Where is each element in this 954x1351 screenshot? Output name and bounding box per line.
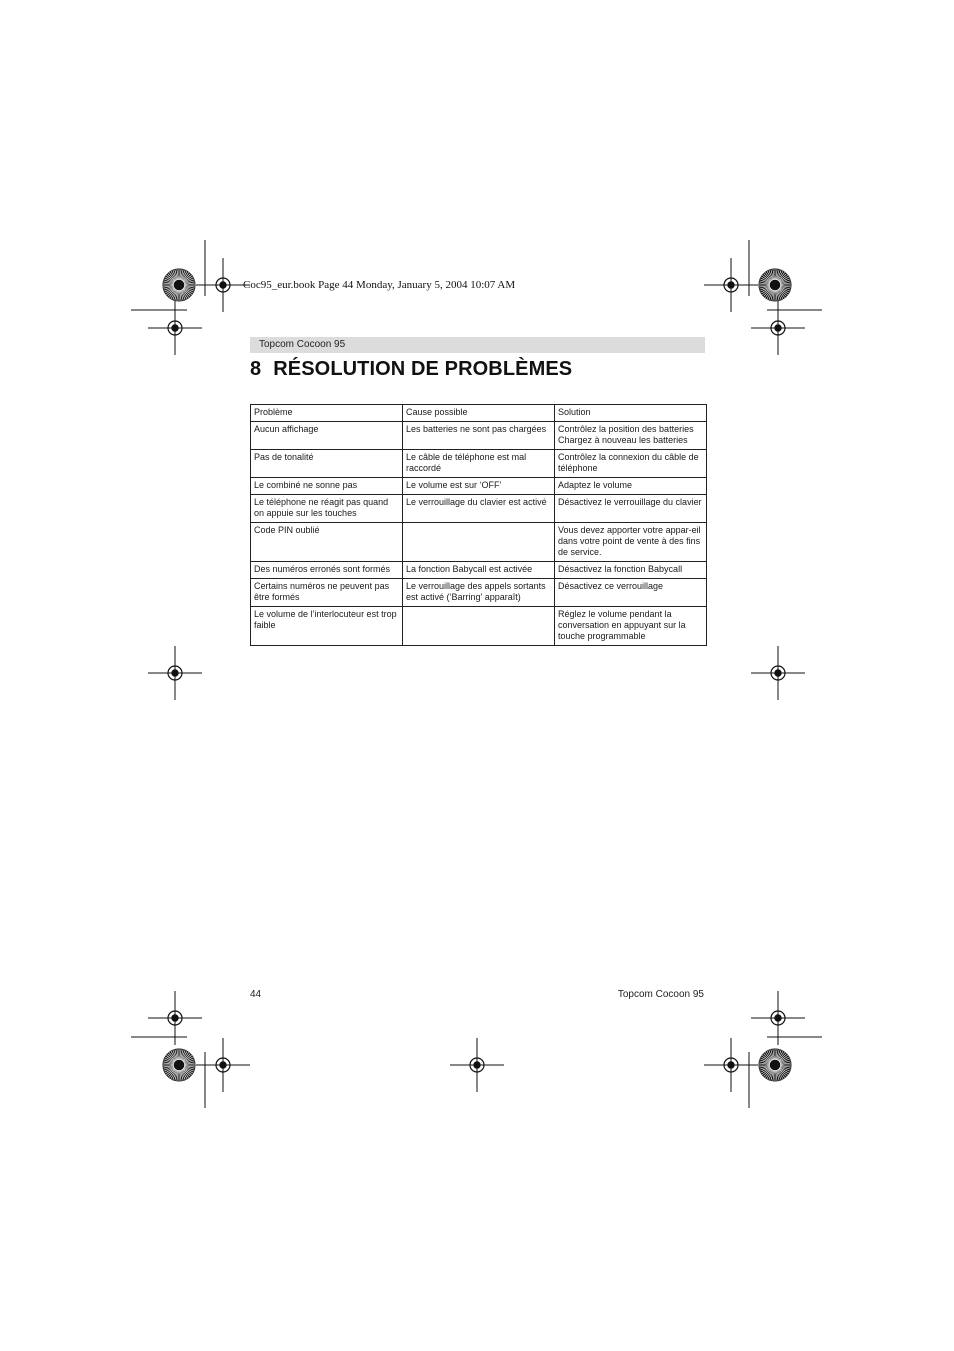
footer-product-name: Topcom Cocoon 95 (617, 989, 704, 1000)
cell-problem: Le volume de l’interlocuteur est trop faible (251, 607, 403, 646)
table-header-row (251, 405, 707, 422)
cell-cause (403, 607, 555, 646)
chapter-number: 8 (250, 358, 262, 380)
starburst-core (769, 279, 780, 290)
table-row (251, 450, 707, 478)
page-title (250, 358, 572, 381)
table-row (251, 478, 707, 495)
cell-cause: La fonction Babycall est activée (403, 562, 555, 579)
cell-problem: Des numéros erronés sont formés (251, 562, 403, 579)
cell-solution: Vous devez apporter votre appar-eil dans votre point de vente à des fins de service. (555, 523, 707, 562)
cell-solution: Contrôlez la position des batteries Chargez à nouveau les batteries (555, 422, 707, 450)
chapter-title-text: RÉSOLUTION DE PROBLÈMES (273, 358, 573, 380)
cell-solution: Contrôlez la connexion du câble de téléphone (555, 450, 707, 478)
running-header-text: Topcom Cocoon 95 (259, 339, 346, 350)
cell-cause: Le verrouillage du clavier est activé (403, 495, 555, 523)
troubleshooting-table (250, 404, 707, 646)
cell-solution: Désactivez le verrouillage du clavier (555, 495, 707, 523)
cell-cause: Les batteries ne sont pas chargées (403, 422, 555, 450)
column-header-solution: Solution (555, 405, 707, 422)
column-header-cause: Cause possible (403, 405, 555, 422)
cell-cause: Le volume est sur ‘OFF’ (403, 478, 555, 495)
cell-problem: Le combiné ne sonne pas (251, 478, 403, 495)
table-row (251, 579, 707, 607)
table-row (251, 607, 707, 646)
footer-page-number: 44 (250, 989, 262, 1000)
cell-solution: Désactivez ce verrouillage (555, 579, 707, 607)
starburst-core (173, 1059, 184, 1070)
cell-solution: Adaptez le volume (555, 478, 707, 495)
cell-problem: Certains numéros ne peuvent pas être formés (251, 579, 403, 607)
print-header: Coc95_eur.book Page 44 Monday, January 5, 2004 10:07 AM (243, 279, 516, 291)
cell-problem: Code PIN oublié (251, 523, 403, 562)
cell-problem: Le téléphone ne réagit pas quand on appuie sur les touches (251, 495, 403, 523)
table-row (251, 523, 707, 562)
cell-problem: Aucun affichage (251, 422, 403, 450)
running-header (250, 337, 705, 353)
table-row (251, 562, 707, 579)
cell-cause: Le câble de téléphone est mal raccordé (403, 450, 555, 478)
cell-solution: Désactivez la fonction Babycall (555, 562, 707, 579)
table-row (251, 495, 707, 523)
starburst-core (769, 1059, 780, 1070)
cell-solution: Réglez le volume pendant la conversation en appuyant sur la touche programmable (555, 607, 707, 646)
table-row (251, 422, 707, 450)
column-header-problem: Problème (251, 405, 403, 422)
cell-cause (403, 523, 555, 562)
starburst-core (173, 279, 184, 290)
cell-cause: Le verrouillage des appels sortants est activé (‘Barring’ apparaît) (403, 579, 555, 607)
cell-problem: Pas de tonalité (251, 450, 403, 478)
